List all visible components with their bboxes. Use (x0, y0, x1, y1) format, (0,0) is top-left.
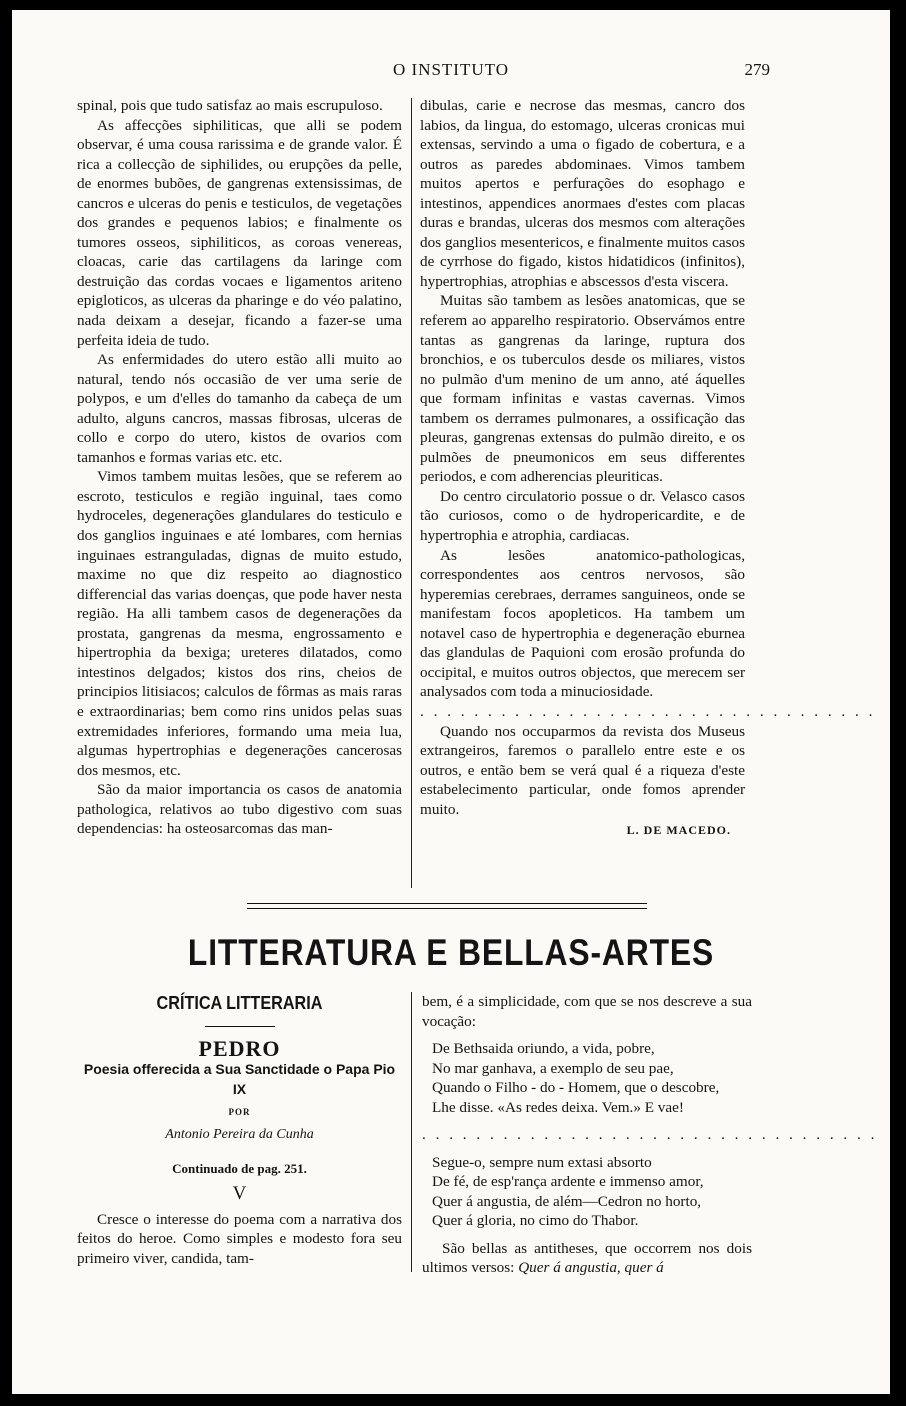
verse-line: De Bethsaida oriundo, a vida, pobre, (432, 1040, 655, 1057)
verse-line: Lhe disse. «As redes deixa. Vem.» E vae! (432, 1098, 684, 1116)
section-title: LITTERATURA E BELLAS-ARTES (187, 932, 715, 973)
paragraph: As affecções siphiliticas, que alli se podem observar, é uma cousa rarissima e de grande valor. É rica a collecção de siphilides, ou erupções da pelle, de enormes bubões, de gangrenas extensissimas, de cancros e ulceras do penis e testiculos, de vegetações dos grandes e pequenos labios; e finalmente os tumores osseos, siphiliticos, as coroas venereas, cloacas, carie das cartilagens da laringe com destruição das cordas vocaes e ligamentos ariteno epigloticos, as ulceras da pharinge e do véo palatino, nada deixam a desejar, ficando a fazer-se uma perfeita ideia de tudo. (77, 116, 402, 349)
poem-dedication: Poesia offerecida a Sua Sanctidade o Papa Pio IX (83, 1061, 396, 1097)
bottom-left-column (77, 990, 402, 1269)
paragraph (422, 1239, 752, 1278)
short-rule (205, 1026, 275, 1027)
paragraph: São da maior importancia os casos de anatomia pathologica, relativos ao tubo digestivo com suas dependencias: ha osteosarcomas das man- (77, 781, 402, 838)
verse-line: Quer á angustia, de além—Cedron no horto, (432, 1192, 702, 1210)
body-text (77, 1210, 402, 1269)
subsection-title: CRÍTICA LITTERARIA (156, 993, 323, 1013)
ellipsis-row: . . . . . . . . . . . . . . . . . . . . . . . . . . . . . . . . . . (422, 1126, 878, 1143)
poem-author: Antonio Pereira da Cunha (165, 1126, 314, 1142)
verse-line: De fé, de esp'rança ardente e immenso amor, (432, 1173, 704, 1190)
running-head: O INSTITUTO (393, 60, 509, 79)
paragraph: As lesões anatomico-pathologicas, correspondentes aos centros nervosos, são hyperemias cerebraes, derrames sanguineos, onde se manifestam focos apopleticos. Ha tambem um notavel caso de hypertrophia e degeneração eburnea das glandulas de Paquioni com erosão profunda do occipital, e muitos outros objectos, que merecem ser analysados com toda a minuciosidade. (420, 546, 745, 701)
closing-text: São bellas as antitheses, que occorrem nos dois ultimos versos: (422, 1239, 752, 1276)
chapter-number: V (232, 1183, 247, 1205)
newspaper-page (12, 10, 890, 1394)
ellipsis-row: . . . . . . . . . . . . . . . . . . . . . . . . . . . . . . . . . . (420, 702, 876, 720)
paragraph: Muitas são tambem as lesões anatomicas, que se referem ao apparelho respiratorio. Observámos entre tantas as gangrenas da laringe, ruptura dos bronchios, e os tuberculos desde os miliares, vistos no pulmão d'um menino de um anno, até áquelles que formam infinitas e vastas cavernas. Vimos tambem os derrames pulmonares, a ossificação das pleuras, gangrenas extensas do pulmão direito, e os pulmões de pneumonicos em seus differentes periodos, e com adherencias pleuriticas. (420, 292, 745, 486)
verse-line: Segue-o, sempre num extasi absorto (432, 1153, 652, 1171)
closing-quote: Quer á angustia, quer á (518, 1259, 664, 1276)
paragraph: Cresce o interesse do poema com a narrativa dos feitos do heroe. Como simples e modesto fora seu primeiro viver, candida, tam- (77, 1210, 402, 1267)
bottom-right-column (422, 992, 878, 1278)
verse-stanza (432, 1153, 752, 1231)
section-rule (247, 903, 647, 909)
paragraph: bem, é a simplicidade, com que se nos descreve a sua vocação: (422, 993, 752, 1030)
column-divider (411, 98, 412, 888)
paragraph: Do centro circulatorio possue o dr. Velasco casos tão curiosos, como o de hydropericardite, e de hypertrophia e atrophia, cardiacas. (420, 487, 745, 545)
verse-stanza (432, 1039, 752, 1117)
verse-line: No mar ganhava, a exemplo de seu pae, (432, 1059, 674, 1077)
paragraph: As enfermidades do utero estão alli muito ao natural, tendo nós occasião de ver uma serie de polypos, e um d'elles do tamanho da cabeça de um adulto, alguns cancros, massas fibrosas, ulceras de collo e corpo do utero, kistos de ovarios com tamanhos e formas varias etc. etc. (77, 351, 402, 466)
byline-por: POR (228, 1107, 251, 1118)
top-left-column (77, 96, 402, 839)
continued-note: Continuado de pag. 251. (172, 1160, 307, 1176)
verse-line: Quando o Filho - do - Homem, que o descobre, (432, 1079, 720, 1096)
author-signature: L. DE MACEDO. (626, 823, 731, 838)
top-right-column (420, 96, 876, 841)
paragraph: spinal, pois que tudo satisfaz ao mais escrupuloso. (77, 97, 383, 114)
paragraph: dibulas, carie e necrose das mesmas, cancro dos labios, da lingua, do estomago, ulceras cronicas mui extensas, servindo a uma o figado de cobertura, e a outros as paredes abdominaes. Vimos tambem muitos apertos e perfurações do esophago e intestinos, appendices anormaes d'estes com placas duras e brandas, ulceras dos mesmos com alterações dos ganglios mesentericos, e finalmente muitos casos de cyrrhose do figado, kistos hidatidicos (infinitos), hypertrophias, atrophias e abscessos d'esta viscera. (420, 97, 745, 290)
column-divider (411, 992, 412, 1272)
page-number: 279 (744, 60, 770, 79)
paragraph: Vimos tambem muitas lesões, que se referem ao escroto, testiculos e região inguinal, taes como hydroceles, degenerações glandulares do testiculo e dos ganglios inguinaes e até lombares, com hernias inguinaes estranguladas, dignas de muito estudo, maxime no que diz respeito ao diagnostico differencial das varias doenças, que pode haver nesta região. Ha alli tambem casos de degenerações da prostata, gangrenas da mesma, engrossamento e hipertrophia da bexiga; ureteres dilatados, como intestinos delgados; kistos dos rins, cheios de principios litisiacos; calculos de fôrmas as mais raras e extraordinarias; bem como rins unidos pelas suas extremidades inferiores, formando uma meia lua, algumas hypertrophias e degenerações cancerosas dos mesmos, etc. (77, 468, 402, 779)
poem-title: PEDRO (198, 1035, 281, 1061)
verse-line: Quer á gloria, no cimo do Thabor. (432, 1212, 639, 1229)
paragraph: Quando nos occuparmos da revista dos Museus extrangeiros, faremos o parallelo entre este e os outros, e então bem se verá qual é a riqueza d'este estabelecimento particular, onde fomos aprender muito. (420, 722, 745, 818)
